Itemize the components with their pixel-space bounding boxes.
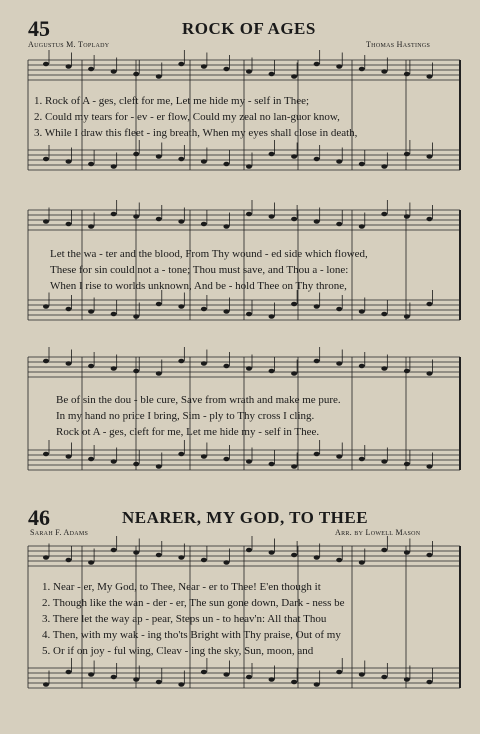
- note-head: [336, 454, 342, 459]
- note-head: [111, 459, 117, 464]
- bass-staff: [28, 450, 460, 470]
- lyric-line: 4. Then, with my wak - ing tho'ts Bright with Thy praise, Out of my: [42, 629, 341, 641]
- note-head: [291, 302, 297, 307]
- note-head: [43, 304, 49, 309]
- note-head: [43, 555, 49, 560]
- note-head: [178, 304, 184, 309]
- lyric-line: 3. There let the way ap - pear, Steps un - to heav'n: All that Thou: [42, 613, 327, 625]
- note-head: [269, 314, 275, 319]
- note-head: [156, 371, 162, 376]
- note-head: [291, 464, 297, 469]
- note-head: [88, 67, 94, 72]
- note-head: [426, 154, 432, 159]
- note-head: [178, 682, 184, 687]
- note-head: [43, 157, 49, 162]
- note-head: [156, 74, 162, 79]
- note-head: [246, 548, 252, 553]
- note-head: [66, 670, 72, 675]
- note-head: [404, 550, 410, 555]
- note-head: [156, 680, 162, 685]
- note-head: [66, 159, 72, 164]
- note-head: [223, 309, 229, 314]
- hymn-number: 45: [28, 16, 50, 41]
- note-head: [156, 154, 162, 159]
- note-head: [269, 152, 275, 157]
- lyric-line: These for sin could not a - tone; Thou must save, and Thou a - lone:: [50, 264, 349, 276]
- note-head: [269, 677, 275, 682]
- note-head: [111, 69, 117, 74]
- words-credit: Sarah F. Adams: [30, 528, 89, 537]
- note-head: [133, 369, 139, 374]
- note-head: [201, 670, 207, 675]
- bass-staff: [28, 668, 460, 688]
- note-head: [223, 364, 229, 369]
- note-head: [156, 217, 162, 222]
- note-head: [404, 72, 410, 77]
- note-head: [359, 67, 365, 72]
- music-credit: Thomas Hastings: [366, 40, 431, 49]
- note-head: [88, 162, 94, 167]
- note-head: [314, 555, 320, 560]
- note-head: [426, 371, 432, 376]
- note-head: [404, 314, 410, 319]
- bass-staff: [28, 300, 460, 320]
- bass-staff: [28, 150, 460, 170]
- words-credit: Augustus M. Toplady: [28, 40, 110, 49]
- note-head: [314, 62, 320, 67]
- note-head: [359, 457, 365, 462]
- note-head: [426, 217, 432, 222]
- note-head: [156, 464, 162, 469]
- note-head: [404, 152, 410, 157]
- note-head: [314, 157, 320, 162]
- note-head: [201, 307, 207, 312]
- note-head: [66, 307, 72, 312]
- note-head: [359, 364, 365, 369]
- note-head: [336, 670, 342, 675]
- note-head: [291, 154, 297, 159]
- note-head: [178, 555, 184, 560]
- lyric-line: 1. Rock of A - ges, cleft for me, Let me hide my - self in Thee;: [34, 95, 310, 107]
- note-head: [314, 219, 320, 224]
- note-head: [223, 224, 229, 229]
- note-head: [336, 159, 342, 164]
- note-head: [88, 457, 94, 462]
- note-head: [133, 314, 139, 319]
- note-head: [336, 361, 342, 366]
- hymn-title: ROCK OF AGES: [182, 19, 316, 38]
- note-head: [426, 464, 432, 469]
- treble-staff: [28, 546, 460, 566]
- note-head: [178, 359, 184, 364]
- note-head: [359, 162, 365, 167]
- note-head: [66, 558, 72, 563]
- note-head: [88, 224, 94, 229]
- note-head: [359, 560, 365, 565]
- note-head: [111, 548, 117, 553]
- note-head: [246, 459, 252, 464]
- lyric-line: When I rise to worlds unknown, And be - hold Thee on Thy throne,: [50, 280, 347, 292]
- note-head: [426, 553, 432, 558]
- note-head: [178, 452, 184, 457]
- note-head: [381, 548, 387, 553]
- note-head: [426, 74, 432, 79]
- note-head: [88, 364, 94, 369]
- note-head: [66, 454, 72, 459]
- treble-staff: [28, 210, 460, 230]
- note-head: [269, 550, 275, 555]
- note-head: [201, 361, 207, 366]
- note-head: [133, 677, 139, 682]
- note-head: [201, 159, 207, 164]
- note-head: [201, 558, 207, 563]
- note-head: [43, 62, 49, 67]
- note-head: [246, 69, 252, 74]
- note-head: [426, 302, 432, 307]
- note-head: [133, 214, 139, 219]
- note-head: [359, 309, 365, 314]
- note-head: [381, 459, 387, 464]
- note-head: [178, 219, 184, 224]
- note-head: [426, 680, 432, 685]
- note-head: [88, 309, 94, 314]
- note-head: [201, 454, 207, 459]
- note-head: [404, 369, 410, 374]
- note-head: [246, 212, 252, 217]
- note-head: [178, 157, 184, 162]
- note-head: [359, 672, 365, 677]
- note-head: [43, 682, 49, 687]
- lyric-line: In my hand no price I bring, Sim - ply to Thy cross I cling.: [56, 410, 315, 422]
- note-head: [336, 222, 342, 227]
- note-head: [336, 307, 342, 312]
- note-head: [381, 212, 387, 217]
- note-head: [246, 164, 252, 169]
- note-head: [314, 452, 320, 457]
- note-head: [314, 359, 320, 364]
- note-head: [133, 152, 139, 157]
- note-head: [156, 553, 162, 558]
- lyric-line: 1. Near - er, My God, to Thee, Near - er to Thee! E'en though it: [42, 581, 321, 593]
- note-head: [291, 553, 297, 558]
- note-head: [111, 164, 117, 169]
- note-head: [291, 217, 297, 222]
- note-head: [246, 312, 252, 317]
- note-head: [404, 462, 410, 467]
- note-head: [223, 672, 229, 677]
- note-head: [381, 312, 387, 317]
- lyric-line: 3. While I draw this fleet - ing breath, When my eyes shall close in death,: [34, 127, 358, 139]
- note-head: [201, 64, 207, 69]
- note-head: [133, 462, 139, 467]
- note-head: [269, 72, 275, 77]
- note-head: [291, 680, 297, 685]
- note-head: [336, 64, 342, 69]
- lyric-line: Let the wa - ter and the blood, From Thy wound - ed side which flowed,: [50, 248, 368, 260]
- note-head: [269, 369, 275, 374]
- note-head: [66, 222, 72, 227]
- note-head: [404, 677, 410, 682]
- note-head: [314, 682, 320, 687]
- note-head: [66, 64, 72, 69]
- note-head: [223, 67, 229, 72]
- note-head: [246, 675, 252, 680]
- note-head: [43, 219, 49, 224]
- note-head: [111, 366, 117, 371]
- note-head: [133, 550, 139, 555]
- note-head: [111, 312, 117, 317]
- note-head: [269, 462, 275, 467]
- note-head: [201, 222, 207, 227]
- lyric-line: 2. Though like the wan - der - er, The sun gone down, Dark - ness be: [42, 597, 345, 609]
- note-head: [269, 214, 275, 219]
- note-head: [156, 302, 162, 307]
- note-head: [291, 74, 297, 79]
- note-head: [111, 675, 117, 680]
- lyric-line: 2. Could my tears for - ev - er flow, Could my zeal no lan-guor know,: [34, 111, 340, 123]
- note-head: [111, 212, 117, 217]
- note-head: [223, 162, 229, 167]
- note-head: [404, 214, 410, 219]
- note-head: [223, 457, 229, 462]
- note-head: [336, 558, 342, 563]
- note-head: [133, 72, 139, 77]
- note-head: [178, 62, 184, 67]
- lyric-line: Be of sin the dou - ble cure, Save from wrath and make me pure.: [56, 394, 341, 406]
- hymn-title: NEARER, MY GOD, TO THEE: [122, 508, 369, 527]
- note-head: [43, 452, 49, 457]
- note-head: [314, 304, 320, 309]
- note-head: [88, 560, 94, 565]
- lyric-line: 5. Or if on joy - ful wing, Cleav - ing the sky, Sun, moon, and: [42, 645, 314, 657]
- note-head: [223, 560, 229, 565]
- lyric-line: Rock ot A - ges, cleft for me, Let me hide my - self in Thee.: [56, 426, 320, 438]
- note-head: [359, 224, 365, 229]
- note-head: [291, 371, 297, 376]
- hymn-number: 46: [28, 505, 50, 530]
- note-head: [246, 366, 252, 371]
- music-credit: Arr. by Lowell Mason: [335, 528, 421, 537]
- note-head: [66, 361, 72, 366]
- note-head: [88, 672, 94, 677]
- note-head: [381, 366, 387, 371]
- treble-staff: [28, 60, 460, 80]
- note-head: [43, 359, 49, 364]
- note-head: [381, 69, 387, 74]
- treble-staff: [28, 357, 460, 377]
- note-head: [381, 164, 387, 169]
- note-head: [381, 675, 387, 680]
